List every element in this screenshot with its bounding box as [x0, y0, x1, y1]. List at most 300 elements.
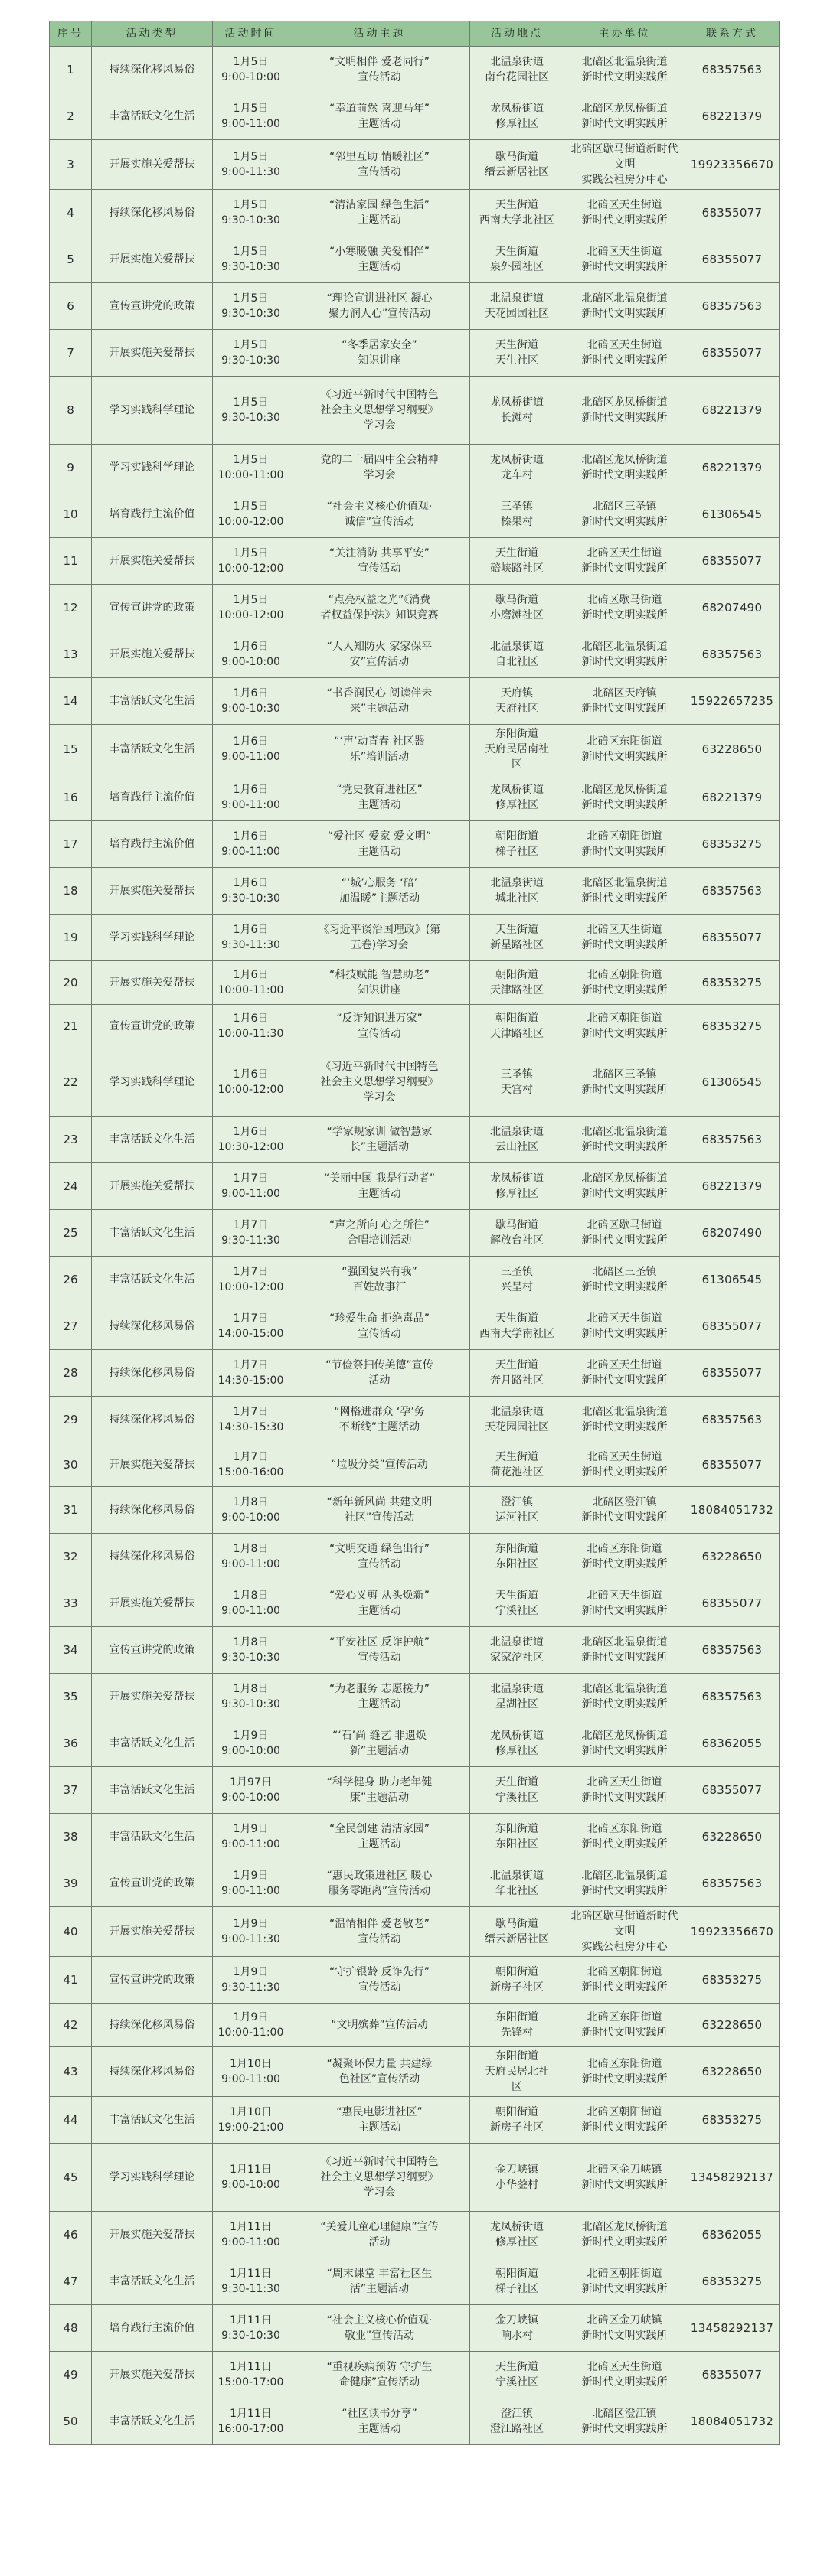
cell-place: 三圣镇 天宫村	[470, 1048, 564, 1117]
cell-time: 1月6日 9:30-10:30	[213, 868, 289, 915]
cell-place: 歇马街道 解放台社区	[470, 1210, 564, 1257]
cell-organizer: 北碚区北温泉街道 新时代文明实践所	[564, 1117, 685, 1163]
table-row	[50, 1720, 780, 1767]
cell-theme: “学家规家训 做智慧家 长”主题活动	[289, 1117, 470, 1163]
cell-contact: 63228650	[685, 1534, 780, 1580]
cell-contact: 68357563	[685, 1674, 780, 1720]
cell-type: 丰富活跃文化生活	[92, 678, 213, 725]
cell-contact: 68353275	[685, 2097, 780, 2144]
cell-contact: 68353275	[685, 1957, 780, 2004]
cell-time: 1月7日 15:00-16:00	[213, 1443, 289, 1487]
cell-time: 1月11日 15:00-17:00	[213, 2352, 289, 2398]
cell-contact: 68355077	[685, 236, 780, 283]
cell-theme: “守护银龄 反诈先行” 宣传活动	[289, 1957, 470, 2004]
cell-time: 1月6日 10:00-11:00	[213, 961, 289, 1005]
cell-contact: 61306545	[685, 1257, 780, 1303]
cell-time: 1月9日 9:00-11:00	[213, 1814, 289, 1860]
cell-place: 朝阳街道 新房子社区	[470, 1957, 564, 2004]
cell-place: 北温泉街道 华北社区	[470, 1860, 564, 1907]
table-row	[50, 1257, 780, 1303]
cell-contact: 68207490	[685, 585, 780, 631]
header-theme: 活动主题	[289, 21, 470, 47]
cell-time: 1月6日 9:00-11:00	[213, 725, 289, 774]
cell-type: 开展实施关爱帮扶	[92, 1443, 213, 1487]
cell-time: 1月5日 9:30-10:30	[213, 377, 289, 445]
cell-theme: “幸道前然 喜迎马年” 主题活动	[289, 93, 470, 140]
schedule-page	[49, 21, 779, 2445]
cell-no: 49	[50, 2352, 92, 2398]
cell-type: 宣传宣讲党的政策	[92, 585, 213, 631]
cell-theme: “惠民电影进社区” 主题活动	[289, 2097, 470, 2144]
table-body	[50, 47, 780, 2445]
cell-organizer: 北碚区天生街道 新时代文明实践所	[564, 1580, 685, 1627]
cell-theme: “关爱儿童心理健康”宣传 活动	[289, 2212, 470, 2258]
table-row	[50, 1163, 780, 1210]
cell-no: 5	[50, 236, 92, 283]
cell-organizer: 北碚区北温泉街道 新时代文明实践所	[564, 47, 685, 93]
cell-type: 开展实施关爱帮扶	[92, 631, 213, 678]
table-row	[50, 1443, 780, 1487]
cell-place: 北温泉街道 天花园园社区	[470, 283, 564, 330]
cell-contact: 68221379	[685, 377, 780, 445]
cell-organizer: 北碚区龙凤桥街道 新时代文明实践所	[564, 1163, 685, 1210]
cell-no: 40	[50, 1907, 92, 1957]
cell-theme: “平安社区 反诈护航” 宣传活动	[289, 1627, 470, 1674]
cell-theme: “爱社区 爱家 爱文明” 主题活动	[289, 821, 470, 868]
cell-no: 21	[50, 1005, 92, 1048]
table-row	[50, 2305, 780, 2352]
cell-time: 1月5日 9:00-11:30	[213, 140, 289, 190]
cell-theme: 《习近平新时代中国特色 社会主义思想学习纲要》 学习会	[289, 1048, 470, 1117]
cell-no: 31	[50, 1487, 92, 1534]
cell-time: 1月11日 9:00-11:00	[213, 2212, 289, 2258]
table-row	[50, 140, 780, 190]
cell-no: 20	[50, 961, 92, 1005]
cell-no: 26	[50, 1257, 92, 1303]
cell-no: 22	[50, 1048, 92, 1117]
cell-theme: “文明交通 绿色出行” 宣传活动	[289, 1534, 470, 1580]
cell-contact: 68357563	[685, 1627, 780, 1674]
table-header-row	[50, 21, 780, 47]
cell-type: 丰富活跃文化生活	[92, 725, 213, 774]
cell-time: 1月5日 10:00-11:00	[213, 445, 289, 491]
cell-no: 15	[50, 725, 92, 774]
table-row	[50, 2352, 780, 2398]
cell-theme: “‘石’尚 缝艺 非遗焕 新”主题活动	[289, 1720, 470, 1767]
cell-time: 1月7日 14:30-15:30	[213, 1397, 289, 1443]
cell-organizer: 北碚区东阳街道 新时代文明实践所	[564, 1814, 685, 1860]
cell-theme: “珍爱生命 拒绝毒品” 宣传活动	[289, 1303, 470, 1350]
cell-theme: “新年新风尚 共建文明 社区”宣传活动	[289, 1487, 470, 1534]
cell-place: 北温泉街道 南台花园社区	[470, 47, 564, 93]
cell-type: 持续深化移风易俗	[92, 47, 213, 93]
cell-no: 36	[50, 1720, 92, 1767]
cell-time: 1月6日 10:30-12:00	[213, 1117, 289, 1163]
cell-organizer: 北碚区天生街道 新时代文明实践所	[564, 236, 685, 283]
cell-theme: 《习近平新时代中国特色 社会主义思想学习纲要》 学习会	[289, 2144, 470, 2212]
cell-type: 丰富活跃文化生活	[92, 1210, 213, 1257]
cell-theme: “声之所向 心之所往” 合唱培训活动	[289, 1210, 470, 1257]
cell-theme: “美丽中国 我是行动者” 主题活动	[289, 1163, 470, 1210]
table-row	[50, 1907, 780, 1957]
table-row	[50, 725, 780, 774]
cell-time: 1月6日 9:00-10:30	[213, 678, 289, 725]
cell-type: 持续深化移风易俗	[92, 1534, 213, 1580]
cell-type: 丰富活跃文化生活	[92, 1814, 213, 1860]
cell-place: 北温泉街道 星湖社区	[470, 1674, 564, 1720]
table-row	[50, 1580, 780, 1627]
cell-time: 1月9日 9:00-11:00	[213, 1860, 289, 1907]
cell-type: 丰富活跃文化生活	[92, 1767, 213, 1814]
cell-theme: “理论宣讲进社区 凝心 聚力润人心”宣传活动	[289, 283, 470, 330]
cell-place: 朝阳街道 梯子社区	[470, 821, 564, 868]
cell-time: 1月5日 9:30-10:30	[213, 190, 289, 236]
cell-contact: 68355077	[685, 538, 780, 585]
cell-type: 开展实施关爱帮扶	[92, 538, 213, 585]
table-row	[50, 1350, 780, 1397]
cell-no: 14	[50, 678, 92, 725]
cell-organizer: 北碚区歇马街道新时代文明 实践公租房分中心	[564, 140, 685, 190]
cell-place: 龙凤桥街道 修厚社区	[470, 2212, 564, 2258]
cell-organizer: 北碚区歇马街道 新时代文明实践所	[564, 585, 685, 631]
table-row	[50, 2004, 780, 2047]
cell-organizer: 北碚区北温泉街道 新时代文明实践所	[564, 1397, 685, 1443]
cell-time: 1月8日 9:00-11:00	[213, 1580, 289, 1627]
cell-time: 1月11日 16:00-17:00	[213, 2398, 289, 2445]
cell-place: 天生街道 宁溪社区	[470, 2352, 564, 2398]
cell-type: 持续深化移风易俗	[92, 2004, 213, 2047]
cell-organizer: 北碚区天生街道 新时代文明实践所	[564, 330, 685, 377]
cell-contact: 63228650	[685, 725, 780, 774]
cell-contact: 13458292137	[685, 2144, 780, 2212]
cell-no: 7	[50, 330, 92, 377]
cell-organizer: 北碚区金刀峡镇 新时代文明实践所	[564, 2144, 685, 2212]
cell-type: 开展实施关爱帮扶	[92, 236, 213, 283]
cell-organizer: 北碚区朝阳街道 新时代文明实践所	[564, 1957, 685, 2004]
cell-place: 朝阳街道 新房子社区	[470, 2097, 564, 2144]
cell-organizer: 北碚区三圣镇 新时代文明实践所	[564, 491, 685, 538]
cell-type: 宣传宣讲党的政策	[92, 1627, 213, 1674]
cell-no: 39	[50, 1860, 92, 1907]
cell-time: 1月6日 10:00-12:00	[213, 1048, 289, 1117]
cell-no: 25	[50, 1210, 92, 1257]
cell-organizer: 北碚区龙凤桥街道 新时代文明实践所	[564, 445, 685, 491]
cell-theme: “小寒暖融 关爱相伴” 主题活动	[289, 236, 470, 283]
table-row	[50, 915, 780, 961]
cell-organizer: 北碚区天生街道 新时代文明实践所	[564, 190, 685, 236]
cell-place: 天生街道 宁溪社区	[470, 1580, 564, 1627]
cell-organizer: 北碚区朝阳街道 新时代文明实践所	[564, 2097, 685, 2144]
table-row	[50, 1627, 780, 1674]
cell-no: 42	[50, 2004, 92, 2047]
cell-time: 1月8日 9:30-10:30	[213, 1674, 289, 1720]
cell-type: 学习实践科学理论	[92, 2144, 213, 2212]
cell-no: 35	[50, 1674, 92, 1720]
cell-theme: “网格进群众 ‘孕’务 不断线”主题活动	[289, 1397, 470, 1443]
cell-contact: 68355077	[685, 1580, 780, 1627]
cell-place: 澄江镇 澄江路社区	[470, 2398, 564, 2445]
cell-no: 44	[50, 2097, 92, 2144]
cell-time: 1月5日 9:30-10:30	[213, 236, 289, 283]
cell-time: 1月6日 9:30-11:30	[213, 915, 289, 961]
cell-organizer: 北碚区三圣镇 新时代文明实践所	[564, 1048, 685, 1117]
cell-time: 1月10日 19:00-21:00	[213, 2097, 289, 2144]
cell-place: 龙凤桥街道 龙车村	[470, 445, 564, 491]
cell-type: 学习实践科学理论	[92, 377, 213, 445]
cell-contact: 68357563	[685, 47, 780, 93]
table-row	[50, 678, 780, 725]
cell-type: 开展实施关爱帮扶	[92, 1163, 213, 1210]
cell-theme: “节俭祭扫传美德”宣传 活动	[289, 1350, 470, 1397]
cell-time: 1月5日 9:00-10:00	[213, 47, 289, 93]
cell-no: 33	[50, 1580, 92, 1627]
cell-time: 1月7日 10:00-12:00	[213, 1257, 289, 1303]
cell-contact: 68355077	[685, 330, 780, 377]
cell-theme: “社会主义核心价值观· 敬业”宣传活动	[289, 2305, 470, 2352]
cell-time: 1月6日 9:00-11:00	[213, 774, 289, 821]
cell-place: 天生街道 新星路社区	[470, 915, 564, 961]
table-row	[50, 445, 780, 491]
cell-place: 北温泉街道 城北社区	[470, 868, 564, 915]
cell-theme: “文明相伴 爱老同行” 宣传活动	[289, 47, 470, 93]
cell-contact: 68355077	[685, 1350, 780, 1397]
cell-contact: 68355077	[685, 1303, 780, 1350]
cell-type: 开展实施关爱帮扶	[92, 1674, 213, 1720]
cell-time: 1月5日 10:00-12:00	[213, 538, 289, 585]
cell-type: 开展实施关爱帮扶	[92, 1580, 213, 1627]
cell-no: 9	[50, 445, 92, 491]
cell-theme: “冬季居家安全” 知识讲座	[289, 330, 470, 377]
cell-time: 1月97日 9:00-10:00	[213, 1767, 289, 1814]
cell-no: 23	[50, 1117, 92, 1163]
cell-no: 3	[50, 140, 92, 190]
cell-contact: 68355077	[685, 2352, 780, 2398]
cell-theme: “点亮权益之光”《消费 者权益保护法》知识竞赛	[289, 585, 470, 631]
cell-place: 东阳街道 东阳社区	[470, 1814, 564, 1860]
cell-type: 丰富活跃文化生活	[92, 1257, 213, 1303]
cell-theme: “重视疾病预防 守护生 命健康”宣传活动	[289, 2352, 470, 2398]
table-row	[50, 1814, 780, 1860]
cell-place: 天生街道 宁溪社区	[470, 1767, 564, 1814]
cell-type: 开展实施关爱帮扶	[92, 2352, 213, 2398]
cell-organizer: 北碚区天生街道 新时代文明实践所	[564, 1443, 685, 1487]
cell-type: 宣传宣讲党的政策	[92, 1005, 213, 1048]
cell-time: 1月11日 9:00-10:00	[213, 2144, 289, 2212]
cell-theme: 《习近平谈治国理政》(第 五卷)学习会	[289, 915, 470, 961]
header-time: 活动时间	[213, 21, 289, 47]
cell-no: 34	[50, 1627, 92, 1674]
cell-organizer: 北碚区三圣镇 新时代文明实践所	[564, 1257, 685, 1303]
table-row	[50, 1005, 780, 1048]
cell-time: 1月9日 9:30-11:30	[213, 1957, 289, 2004]
cell-organizer: 北碚区天生街道 新时代文明实践所	[564, 1767, 685, 1814]
table-row	[50, 538, 780, 585]
cell-time: 1月9日 10:00-11:00	[213, 2004, 289, 2047]
cell-contact: 13458292137	[685, 2305, 780, 2352]
cell-theme: “社会主义核心价值观· 诚信”宣传活动	[289, 491, 470, 538]
table-row	[50, 1048, 780, 1117]
cell-time: 1月8日 9:00-10:00	[213, 1487, 289, 1534]
cell-place: 金刀峡镇 响水村	[470, 2305, 564, 2352]
table-row	[50, 47, 780, 93]
cell-place: 天生街道 天生社区	[470, 330, 564, 377]
cell-theme: 党的二十届四中全会精神 学习会	[289, 445, 470, 491]
table-row	[50, 190, 780, 236]
cell-no: 1	[50, 47, 92, 93]
cell-theme: “温情相伴 爱老敬老” 宣传活动	[289, 1907, 470, 1957]
cell-place: 三圣镇 榛果村	[470, 491, 564, 538]
cell-place: 歇马街道 小磨滩社区	[470, 585, 564, 631]
table-row	[50, 585, 780, 631]
cell-time: 1月6日 10:00-11:30	[213, 1005, 289, 1048]
cell-time: 1月6日 9:00-10:00	[213, 631, 289, 678]
cell-theme: 《习近平新时代中国特色 社会主义思想学习纲要》 学习会	[289, 377, 470, 445]
cell-type: 培育践行主流价值	[92, 774, 213, 821]
cell-contact: 68221379	[685, 445, 780, 491]
cell-organizer: 北碚区北温泉街道 新时代文明实践所	[564, 283, 685, 330]
cell-organizer: 北碚区龙凤桥街道 新时代文明实践所	[564, 93, 685, 140]
cell-time: 1月11日 9:30-11:30	[213, 2258, 289, 2305]
cell-contact: 68357563	[685, 868, 780, 915]
cell-no: 17	[50, 821, 92, 868]
table-row	[50, 631, 780, 678]
cell-place: 龙凤桥街道 修厚社区	[470, 93, 564, 140]
cell-time: 1月7日 9:30-11:30	[213, 1210, 289, 1257]
cell-type: 持续深化移风易俗	[92, 190, 213, 236]
table-row	[50, 1210, 780, 1257]
cell-contact: 19923356670	[685, 1907, 780, 1957]
cell-organizer: 北碚区澄江镇 新时代文明实践所	[564, 2398, 685, 2445]
cell-time: 1月5日 10:00-12:00	[213, 585, 289, 631]
table-row	[50, 1957, 780, 2004]
cell-type: 开展实施关爱帮扶	[92, 961, 213, 1005]
cell-time: 1月9日 9:00-11:30	[213, 1907, 289, 1957]
cell-type: 学习实践科学理论	[92, 915, 213, 961]
cell-no: 4	[50, 190, 92, 236]
cell-place: 龙凤桥街道 修厚社区	[470, 1720, 564, 1767]
cell-theme: “凝聚环保力量 共建绿 色社区”宣传活动	[289, 2047, 470, 2097]
cell-organizer: 北碚区天生街道 新时代文明实践所	[564, 1350, 685, 1397]
cell-organizer: 北碚区天生街道 新时代文明实践所	[564, 915, 685, 961]
cell-theme: “邻里互助 情暖社区” 宣传活动	[289, 140, 470, 190]
cell-no: 28	[50, 1350, 92, 1397]
cell-theme: “周末课堂 丰富社区生 活”主题活动	[289, 2258, 470, 2305]
table-row	[50, 821, 780, 868]
cell-organizer: 北碚区龙凤桥街道 新时代文明实践所	[564, 377, 685, 445]
cell-type: 丰富活跃文化生活	[92, 2398, 213, 2445]
cell-organizer: 北碚区东阳街道 新时代文明实践所	[564, 2047, 685, 2097]
cell-organizer: 北碚区金刀峡镇 新时代文明实践所	[564, 2305, 685, 2352]
cell-time: 1月5日 9:00-11:00	[213, 93, 289, 140]
cell-theme: “社区读书分享” 主题活动	[289, 2398, 470, 2445]
cell-type: 宣传宣讲党的政策	[92, 283, 213, 330]
cell-time: 1月6日 9:00-11:00	[213, 821, 289, 868]
cell-place: 歇马街道 缙云新居社区	[470, 1907, 564, 1957]
cell-place: 三圣镇 兴呈村	[470, 1257, 564, 1303]
cell-theme: “‘声’动青春 社区器 乐”培训活动	[289, 725, 470, 774]
cell-time: 1月7日 14:00-15:00	[213, 1303, 289, 1350]
cell-no: 48	[50, 2305, 92, 2352]
cell-contact: 68221379	[685, 1163, 780, 1210]
cell-contact: 68221379	[685, 93, 780, 140]
table-row	[50, 2258, 780, 2305]
cell-place: 东阳街道 天府民居北社 区	[470, 2047, 564, 2097]
table-row	[50, 1397, 780, 1443]
table-row	[50, 283, 780, 330]
cell-theme: “关注消防 共享平安” 宣传活动	[289, 538, 470, 585]
cell-contact: 61306545	[685, 1048, 780, 1117]
cell-type: 开展实施关爱帮扶	[92, 868, 213, 915]
table-row	[50, 2212, 780, 2258]
cell-time: 1月11日 9:30-10:30	[213, 2305, 289, 2352]
table-row	[50, 1487, 780, 1534]
cell-place: 北温泉街道 家家沱社区	[470, 1627, 564, 1674]
cell-no: 6	[50, 283, 92, 330]
cell-organizer: 北碚区天府镇 新时代文明实践所	[564, 678, 685, 725]
cell-contact: 19923356670	[685, 140, 780, 190]
cell-organizer: 北碚区歇马街道 新时代文明实践所	[564, 1210, 685, 1257]
header-contact: 联系方式	[685, 21, 780, 47]
cell-type: 培育践行主流价值	[92, 491, 213, 538]
cell-place: 朝阳街道 天津路社区	[470, 961, 564, 1005]
table-row	[50, 2398, 780, 2445]
cell-type: 学习实践科学理论	[92, 445, 213, 491]
cell-time: 1月7日 9:00-11:00	[213, 1163, 289, 1210]
cell-no: 2	[50, 93, 92, 140]
cell-place: 天生街道 西南大学北社区	[470, 190, 564, 236]
cell-contact: 15922657235	[685, 678, 780, 725]
cell-no: 8	[50, 377, 92, 445]
cell-organizer: 北碚区北温泉街道 新时代文明实践所	[564, 868, 685, 915]
cell-contact: 68355077	[685, 915, 780, 961]
cell-no: 46	[50, 2212, 92, 2258]
cell-place: 天府镇 天府社区	[470, 678, 564, 725]
cell-type: 开展实施关爱帮扶	[92, 140, 213, 190]
cell-organizer: 北碚区朝阳街道 新时代文明实践所	[564, 821, 685, 868]
cell-no: 32	[50, 1534, 92, 1580]
cell-no: 38	[50, 1814, 92, 1860]
cell-time: 1月8日 9:30-10:30	[213, 1627, 289, 1674]
cell-type: 丰富活跃文化生活	[92, 1720, 213, 1767]
cell-contact: 68357563	[685, 1860, 780, 1907]
cell-time: 1月5日 9:30-10:30	[213, 283, 289, 330]
cell-organizer: 北碚区澄江镇 新时代文明实践所	[564, 1487, 685, 1534]
cell-contact: 63228650	[685, 1814, 780, 1860]
table-row	[50, 2097, 780, 2144]
cell-place: 东阳街道 先锋村	[470, 2004, 564, 2047]
cell-organizer: 北碚区朝阳街道 新时代文明实践所	[564, 961, 685, 1005]
cell-place: 澄江镇 运河社区	[470, 1487, 564, 1534]
cell-no: 13	[50, 631, 92, 678]
cell-place: 天生街道 奔月路社区	[470, 1350, 564, 1397]
cell-place: 朝阳街道 天津路社区	[470, 1005, 564, 1048]
cell-type: 持续深化移风易俗	[92, 2047, 213, 2097]
table-row	[50, 1674, 780, 1720]
cell-contact: 68355077	[685, 190, 780, 236]
cell-contact: 68207490	[685, 1210, 780, 1257]
cell-place: 北温泉街道 天花园园社区	[470, 1397, 564, 1443]
cell-type: 开展实施关爱帮扶	[92, 1907, 213, 1957]
cell-type: 学习实践科学理论	[92, 1048, 213, 1117]
cell-no: 41	[50, 1957, 92, 2004]
cell-type: 丰富活跃文化生活	[92, 2258, 213, 2305]
cell-theme: “全民创建 清洁家园” 主题活动	[289, 1814, 470, 1860]
cell-organizer: 北碚区北温泉街道 新时代文明实践所	[564, 1860, 685, 1907]
cell-theme: “反诈知识进万家” 宣传活动	[289, 1005, 470, 1048]
cell-type: 持续深化移风易俗	[92, 1303, 213, 1350]
cell-type: 宣传宣讲党的政策	[92, 1860, 213, 1907]
cell-place: 天生街道 泉外园社区	[470, 236, 564, 283]
